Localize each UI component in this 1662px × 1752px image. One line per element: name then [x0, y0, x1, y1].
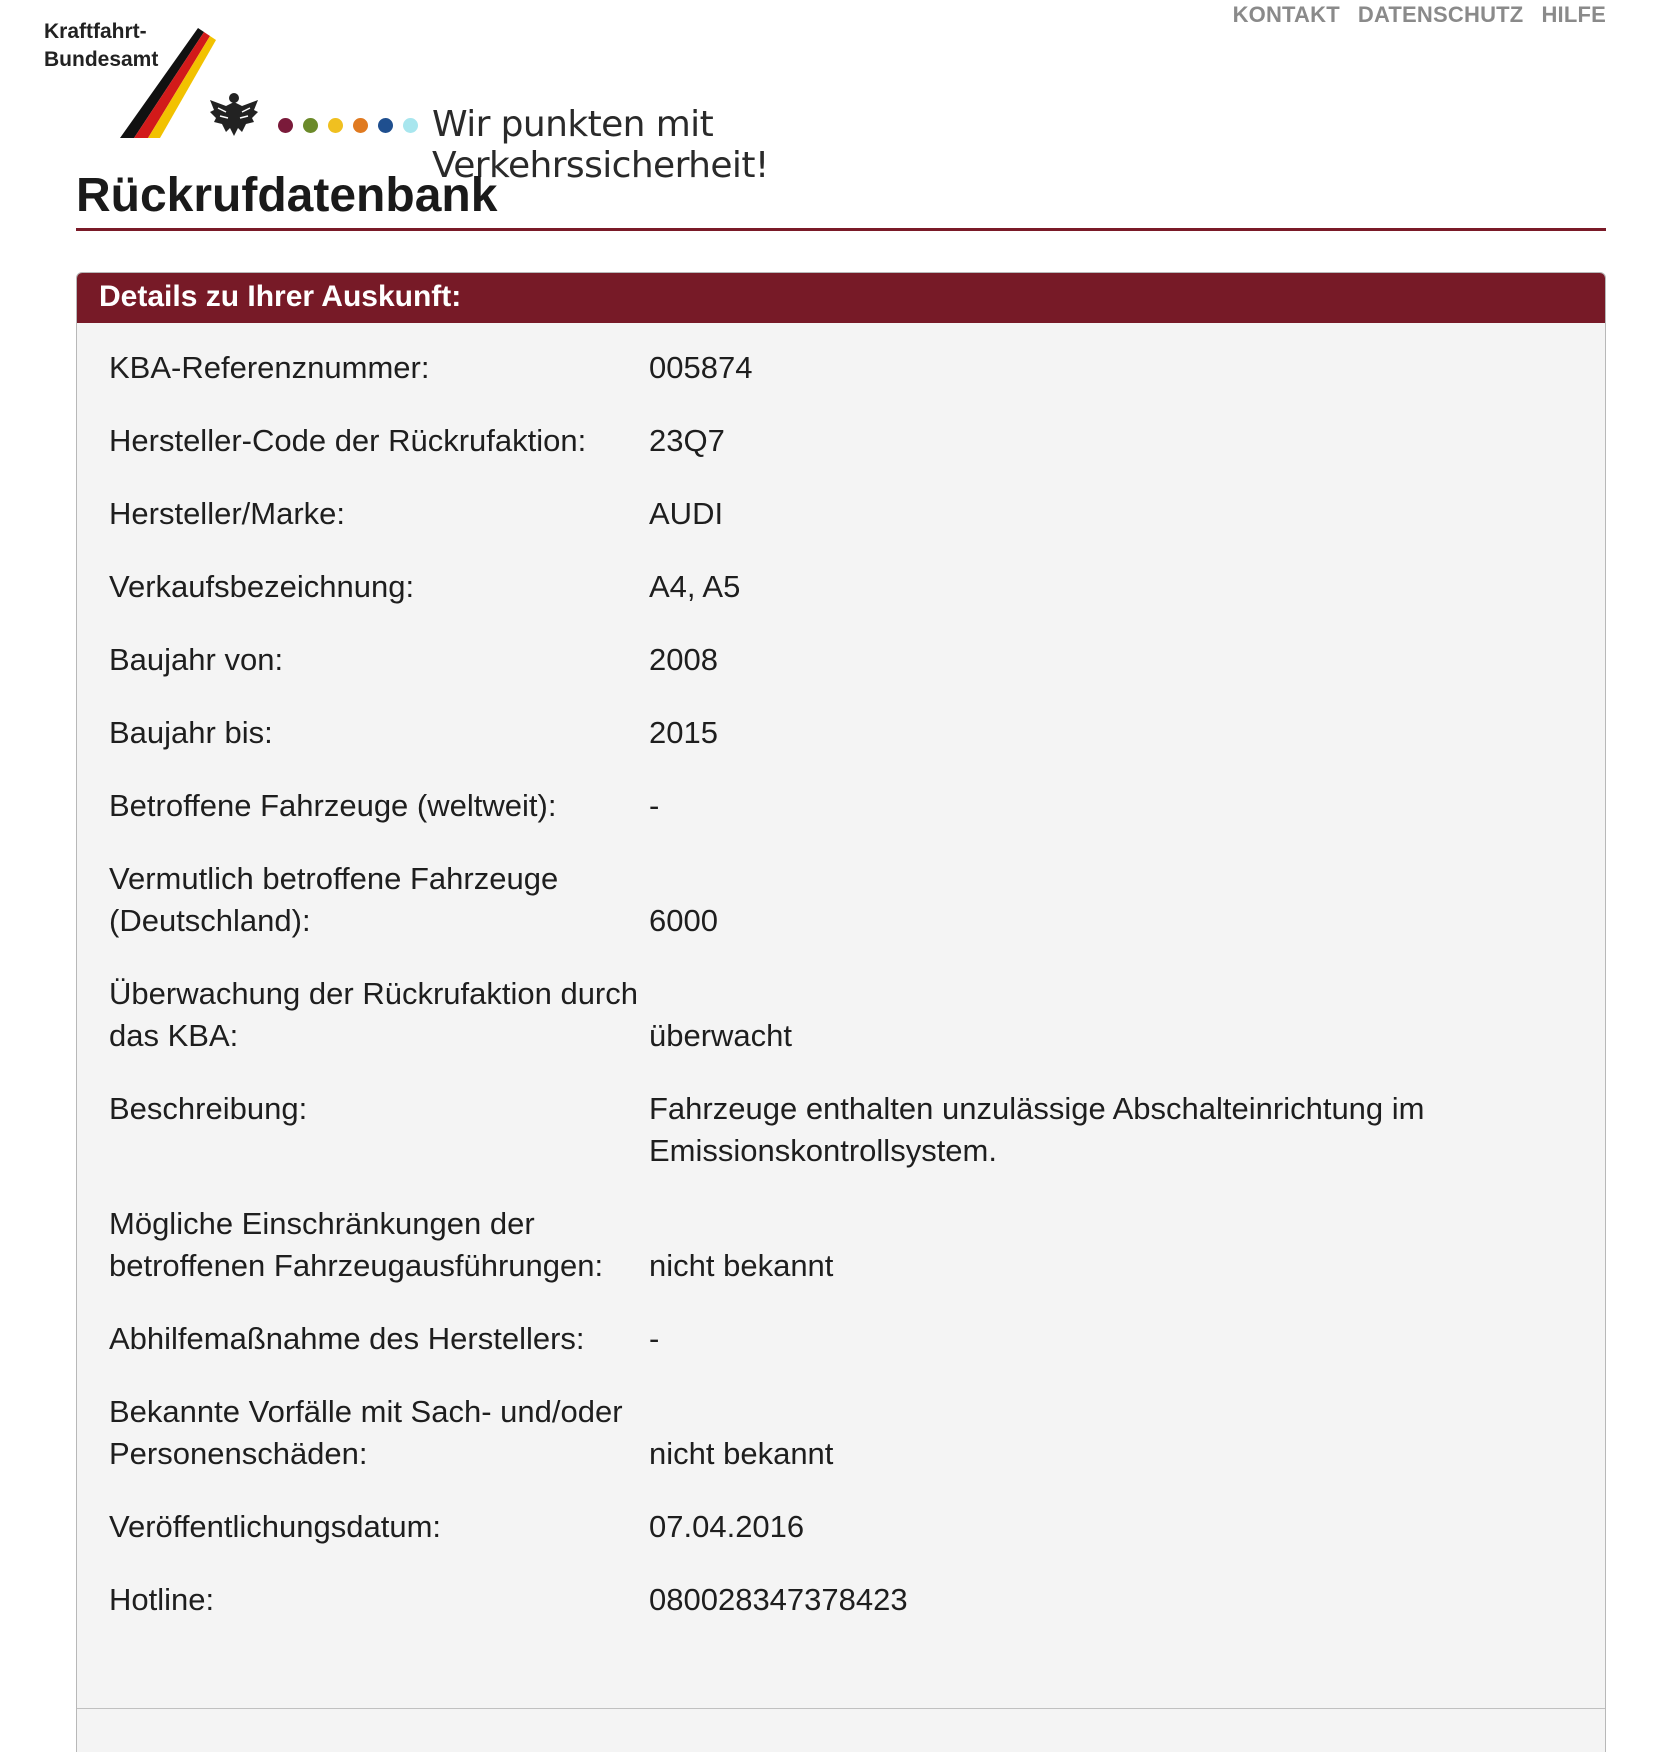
detail-row-ueberwachung	[109, 973, 1569, 1057]
dot-6	[403, 118, 418, 133]
detail-value: Fahrzeuge enthalten unzulässige Abschalteinrichtung im Emissionskontrollsystem.	[649, 1091, 1425, 1168]
detail-label: Hersteller-Code der Rückrufaktion:	[109, 423, 587, 458]
detail-label: Hotline:	[109, 1582, 215, 1617]
title-divider	[76, 228, 1606, 231]
detail-row-hersteller-code	[109, 420, 1569, 462]
detail-row-baujahr-von	[109, 639, 1569, 681]
detail-row-betroffene-fahrzeuge-deutschland	[109, 858, 1569, 942]
detail-label: Überwachung der Rückrufaktion durch das KBA:	[109, 976, 638, 1053]
detail-value: 6000	[649, 903, 718, 938]
nav-link-kontakt[interactable]: KONTAKT	[1232, 2, 1340, 27]
nav-link-hilfe[interactable]: HILFE	[1541, 2, 1606, 27]
detail-label: Hersteller/Marke:	[109, 496, 345, 531]
detail-value: nicht bekannt	[649, 1436, 834, 1471]
detail-row-kba-referenznummer	[109, 347, 1569, 389]
detail-row-verkaufsbezeichnung	[109, 566, 1569, 608]
slogan-dots	[278, 118, 418, 133]
dot-1	[278, 118, 293, 133]
detail-row-hersteller-marke	[109, 493, 1569, 535]
federal-eagle-icon	[208, 88, 260, 138]
logo-line-1: Kraftfahrt-	[44, 20, 147, 43]
detail-value[interactable]: 080028347378423	[649, 1582, 908, 1617]
detail-row-veroeffentlichungsdatum	[109, 1506, 1569, 1548]
panel-footer-divider	[77, 1708, 1605, 1709]
page-title: Rückrufdatenbank	[76, 169, 498, 222]
detail-label: Betroffene Fahrzeuge (weltweit):	[109, 788, 557, 823]
detail-label: Vermutlich betroffene Fahrzeuge (Deutschland):	[109, 861, 559, 938]
detail-value: 23Q7	[649, 423, 725, 458]
detail-label: Beschreibung:	[109, 1091, 308, 1126]
nav-link-datenschutz[interactable]: DATENSCHUTZ	[1357, 2, 1524, 27]
detail-row-baujahr-bis	[109, 712, 1569, 754]
detail-value: 07.04.2016	[649, 1509, 805, 1544]
detail-value: 2015	[649, 715, 718, 750]
detail-row-beschreibung	[109, 1088, 1569, 1172]
detail-value: -	[649, 1321, 660, 1356]
detail-row-betroffene-fahrzeuge-weltweit	[109, 785, 1569, 827]
dot-2	[303, 118, 318, 133]
flag-stripes-icon	[120, 20, 216, 138]
detail-label: Verkaufsbezeichnung:	[109, 569, 415, 604]
details-panel	[76, 272, 1606, 1752]
detail-label: Veröffentlichungsdatum:	[109, 1509, 442, 1544]
dot-5	[378, 118, 393, 133]
detail-label: Baujahr von:	[109, 642, 284, 677]
detail-value: nicht bekannt	[649, 1248, 834, 1283]
detail-value: 005874	[649, 350, 753, 385]
detail-label: Abhilfemaßnahme des Herstellers:	[109, 1321, 585, 1356]
dot-3	[328, 118, 343, 133]
kba-logo[interactable]	[44, 14, 1004, 186]
detail-label: Mögliche Einschränkungen der betroffenen Fahrzeugausführungen:	[109, 1206, 604, 1283]
top-navigation	[1233, 2, 1606, 28]
detail-value: AUDI	[649, 496, 724, 531]
detail-row-hotline	[109, 1579, 1569, 1621]
detail-label: Bekannte Vorfälle mit Sach- und/oder Personenschäden:	[109, 1394, 623, 1471]
detail-value: A4, A5	[649, 569, 741, 604]
detail-row-bekannte-vorfaelle	[109, 1391, 1569, 1475]
detail-value: 2008	[649, 642, 718, 677]
detail-value: -	[649, 788, 660, 823]
detail-value: überwacht	[649, 1018, 793, 1053]
details-list	[109, 347, 1569, 1652]
details-panel-header: Details zu Ihrer Auskunft:	[77, 273, 1605, 323]
detail-label: Baujahr bis:	[109, 715, 273, 750]
detail-label: KBA-Referenznummer:	[109, 350, 430, 385]
logo-line-2: Bundesamt	[44, 48, 159, 71]
dot-4	[353, 118, 368, 133]
detail-row-einschraenkungen	[109, 1203, 1569, 1287]
detail-row-abhilfemassnahme	[109, 1318, 1569, 1360]
slogan: Wir punkten mit Verkehrssicherheit!	[432, 104, 769, 186]
